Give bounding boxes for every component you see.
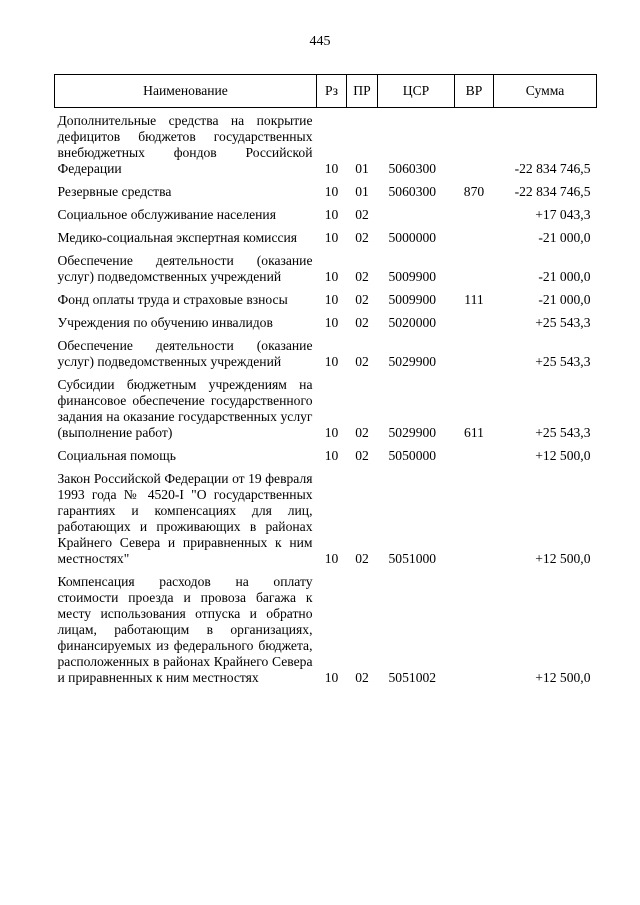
row-pr: 02 (355, 207, 369, 222)
table-row (55, 471, 597, 574)
page-number: 445 (309, 34, 331, 49)
row-rz: 10 (324, 448, 339, 463)
table-row (55, 315, 597, 338)
row-pr: 02 (355, 670, 369, 685)
table-row (55, 230, 597, 253)
row-sum: +25 543,3 (535, 354, 591, 369)
row-pr: 02 (355, 315, 369, 330)
row-csr: 5020000 (388, 315, 437, 330)
row-name: Социальная помощь (57, 448, 176, 463)
row-rz: 10 (324, 315, 339, 330)
row-vr (455, 471, 494, 574)
row-pr: 02 (355, 269, 369, 284)
row-sum: -21 000,0 (538, 230, 591, 245)
row-vr (455, 253, 494, 292)
table-row (55, 338, 597, 377)
row-vr (455, 315, 494, 338)
row-csr: 5000000 (388, 230, 437, 245)
row-name: Закон Российской Федерации от 19 февраля 1993 года № 4520-I "О государственных гарантиях и компенсациях для лиц, работающих и проживающих в районах Крайнего Севера и приравненных к ним местностях" (57, 471, 313, 566)
header-csr: ЦСР (378, 75, 455, 108)
row-csr (378, 207, 455, 230)
header-name: Наименование (55, 75, 317, 108)
row-rz: 10 (324, 207, 339, 222)
table-row (55, 184, 597, 207)
row-rz: 10 (324, 269, 339, 284)
row-csr: 5009900 (388, 269, 437, 284)
header-vr: ВР (455, 75, 494, 108)
row-pr: 01 (355, 184, 369, 199)
table-row (55, 253, 597, 292)
row-sum: -21 000,0 (538, 269, 591, 284)
row-rz: 10 (324, 161, 339, 176)
row-pr: 02 (355, 354, 369, 369)
row-csr: 5051002 (388, 670, 437, 685)
row-sum: -22 834 746,5 (514, 184, 591, 199)
row-csr: 5051000 (388, 551, 437, 566)
row-name: Медико-социальная экспертная комиссия (57, 230, 298, 245)
row-vr (455, 448, 494, 471)
row-sum: +12 500,0 (535, 551, 591, 566)
row-vr (455, 230, 494, 253)
row-pr: 02 (355, 448, 369, 463)
row-pr: 02 (355, 551, 369, 566)
row-pr: 01 (355, 161, 369, 176)
row-pr: 02 (355, 230, 369, 245)
row-csr: 5029900 (388, 425, 437, 440)
row-vr: 611 (464, 425, 484, 440)
row-vr (455, 574, 494, 693)
row-rz: 10 (324, 184, 339, 199)
row-sum: -22 834 746,5 (514, 161, 591, 176)
row-csr: 5060300 (388, 184, 437, 199)
table-row (55, 207, 597, 230)
row-rz: 10 (324, 292, 339, 307)
header-rz: Рз (317, 75, 347, 108)
row-vr (455, 108, 494, 185)
row-name: Фонд оплаты труда и страховые взносы (57, 292, 288, 307)
table-header-row (55, 75, 597, 108)
table-row (55, 108, 597, 185)
row-name: Учреждения по обучению инвалидов (57, 315, 273, 330)
row-vr (455, 207, 494, 230)
header-sum: Сумма (494, 75, 597, 108)
row-rz: 10 (324, 425, 339, 440)
table-row (55, 292, 597, 315)
row-rz: 10 (324, 670, 339, 685)
row-sum: +12 500,0 (535, 448, 591, 463)
row-vr (455, 338, 494, 377)
row-vr: 111 (464, 292, 484, 307)
row-rz: 10 (324, 230, 339, 245)
row-sum: +12 500,0 (535, 670, 591, 685)
row-sum: +25 543,3 (535, 425, 591, 440)
header-pr: ПР (347, 75, 378, 108)
row-name: Субсидии бюджетным учреждениям на финансовое обеспечение государственного задания на оказание государственных услуг (выполнение работ) (57, 377, 313, 440)
budget-table (54, 74, 597, 693)
row-sum: +17 043,3 (535, 207, 591, 222)
row-rz: 10 (324, 551, 339, 566)
row-name: Обеспечение деятельности (оказание услуг) подведомственных учреждений (57, 338, 313, 369)
table-row (55, 377, 597, 448)
row-vr: 870 (463, 184, 485, 199)
row-pr: 02 (355, 425, 369, 440)
row-rz: 10 (324, 354, 339, 369)
row-csr: 5050000 (388, 448, 437, 463)
row-name: Обеспечение деятельности (оказание услуг) подведомственных учреждений (57, 253, 313, 284)
row-pr: 02 (355, 292, 369, 307)
row-csr: 5009900 (388, 292, 437, 307)
row-csr: 5029900 (388, 354, 437, 369)
row-name: Социальное обслуживание населения (57, 207, 276, 222)
row-name: Компенсация расходов на оплату стоимости проезда и провоза багажа к месту использования отпуска и обратно лицам, работающим в организациях, финансируемых из федерального бюджета, расположенных в районах Крайнего Севера и приравненных к ним местностях (57, 574, 313, 685)
row-csr: 5060300 (388, 161, 437, 176)
row-sum: -21 000,0 (538, 292, 591, 307)
table-row (55, 574, 597, 693)
row-name: Дополнительные средства на покрытие дефицитов бюджетов государственных внебюджетных фондов Российской Федерации (57, 113, 313, 176)
row-sum: +25 543,3 (535, 315, 591, 330)
table-row (55, 448, 597, 471)
row-name: Резервные средства (57, 184, 172, 199)
